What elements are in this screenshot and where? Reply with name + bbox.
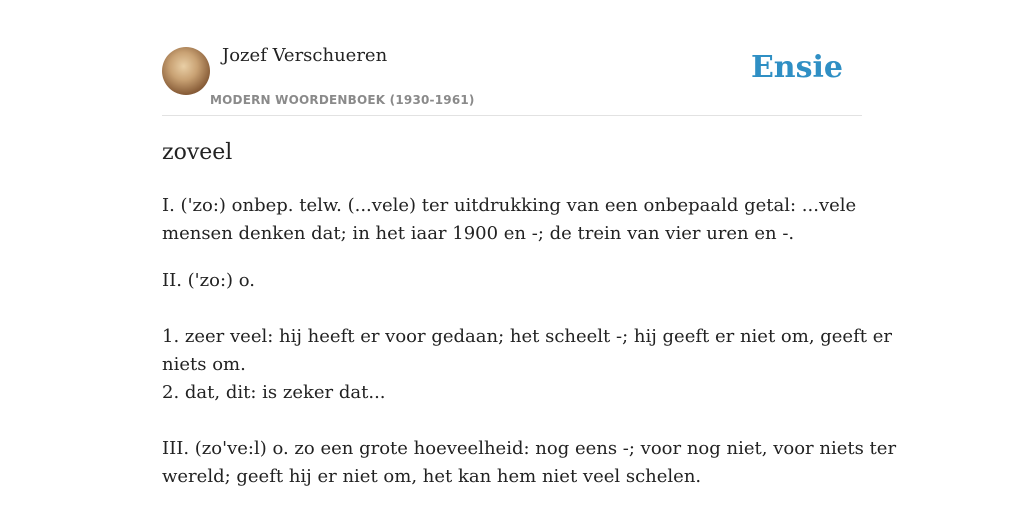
author-avatar[interactable] — [162, 47, 210, 95]
definition-line: 1. zeer veel: hij heeft er voor gedaan; het scheelt -; hij geeft er niet om, geeft er — [162, 326, 892, 347]
paragraph-gap — [162, 407, 862, 435]
entry-header — [162, 0, 862, 116]
brand-logo[interactable]: Ensie — [750, 50, 843, 85]
definition-line: wereld; geeft hij er niet om, het kan hem niet veel schelen. — [162, 466, 702, 487]
definition-sense-2-3 — [162, 267, 897, 491]
definition-line: II. ('zo:) o. — [162, 270, 256, 291]
source-label: MODERN WOORDENBOEK (1930-1961) — [210, 93, 475, 107]
definition-line: III. (zo've:l) o. zo een grote hoeveelheid: nog eens -; voor nog niet, voor niets ter — [162, 438, 897, 459]
definition-sense-1 — [162, 192, 862, 248]
definition-line: mensen denken dat; in het iaar 1900 en -; de trein van vier uren en -. — [162, 223, 795, 244]
paragraph-gap — [162, 295, 862, 323]
headword-title: zoveel — [162, 140, 233, 165]
definition-line: I. ('zo:) onbep. telw. (...vele) ter uitdrukking van een onbepaald getal: ...vele — [162, 195, 857, 216]
definition-line: niets om. — [162, 354, 246, 375]
author-name[interactable]: Jozef Verschueren — [222, 45, 388, 66]
definition-line: 2. dat, dit: is zeker dat... — [162, 382, 386, 403]
entry-page — [162, 0, 897, 512]
